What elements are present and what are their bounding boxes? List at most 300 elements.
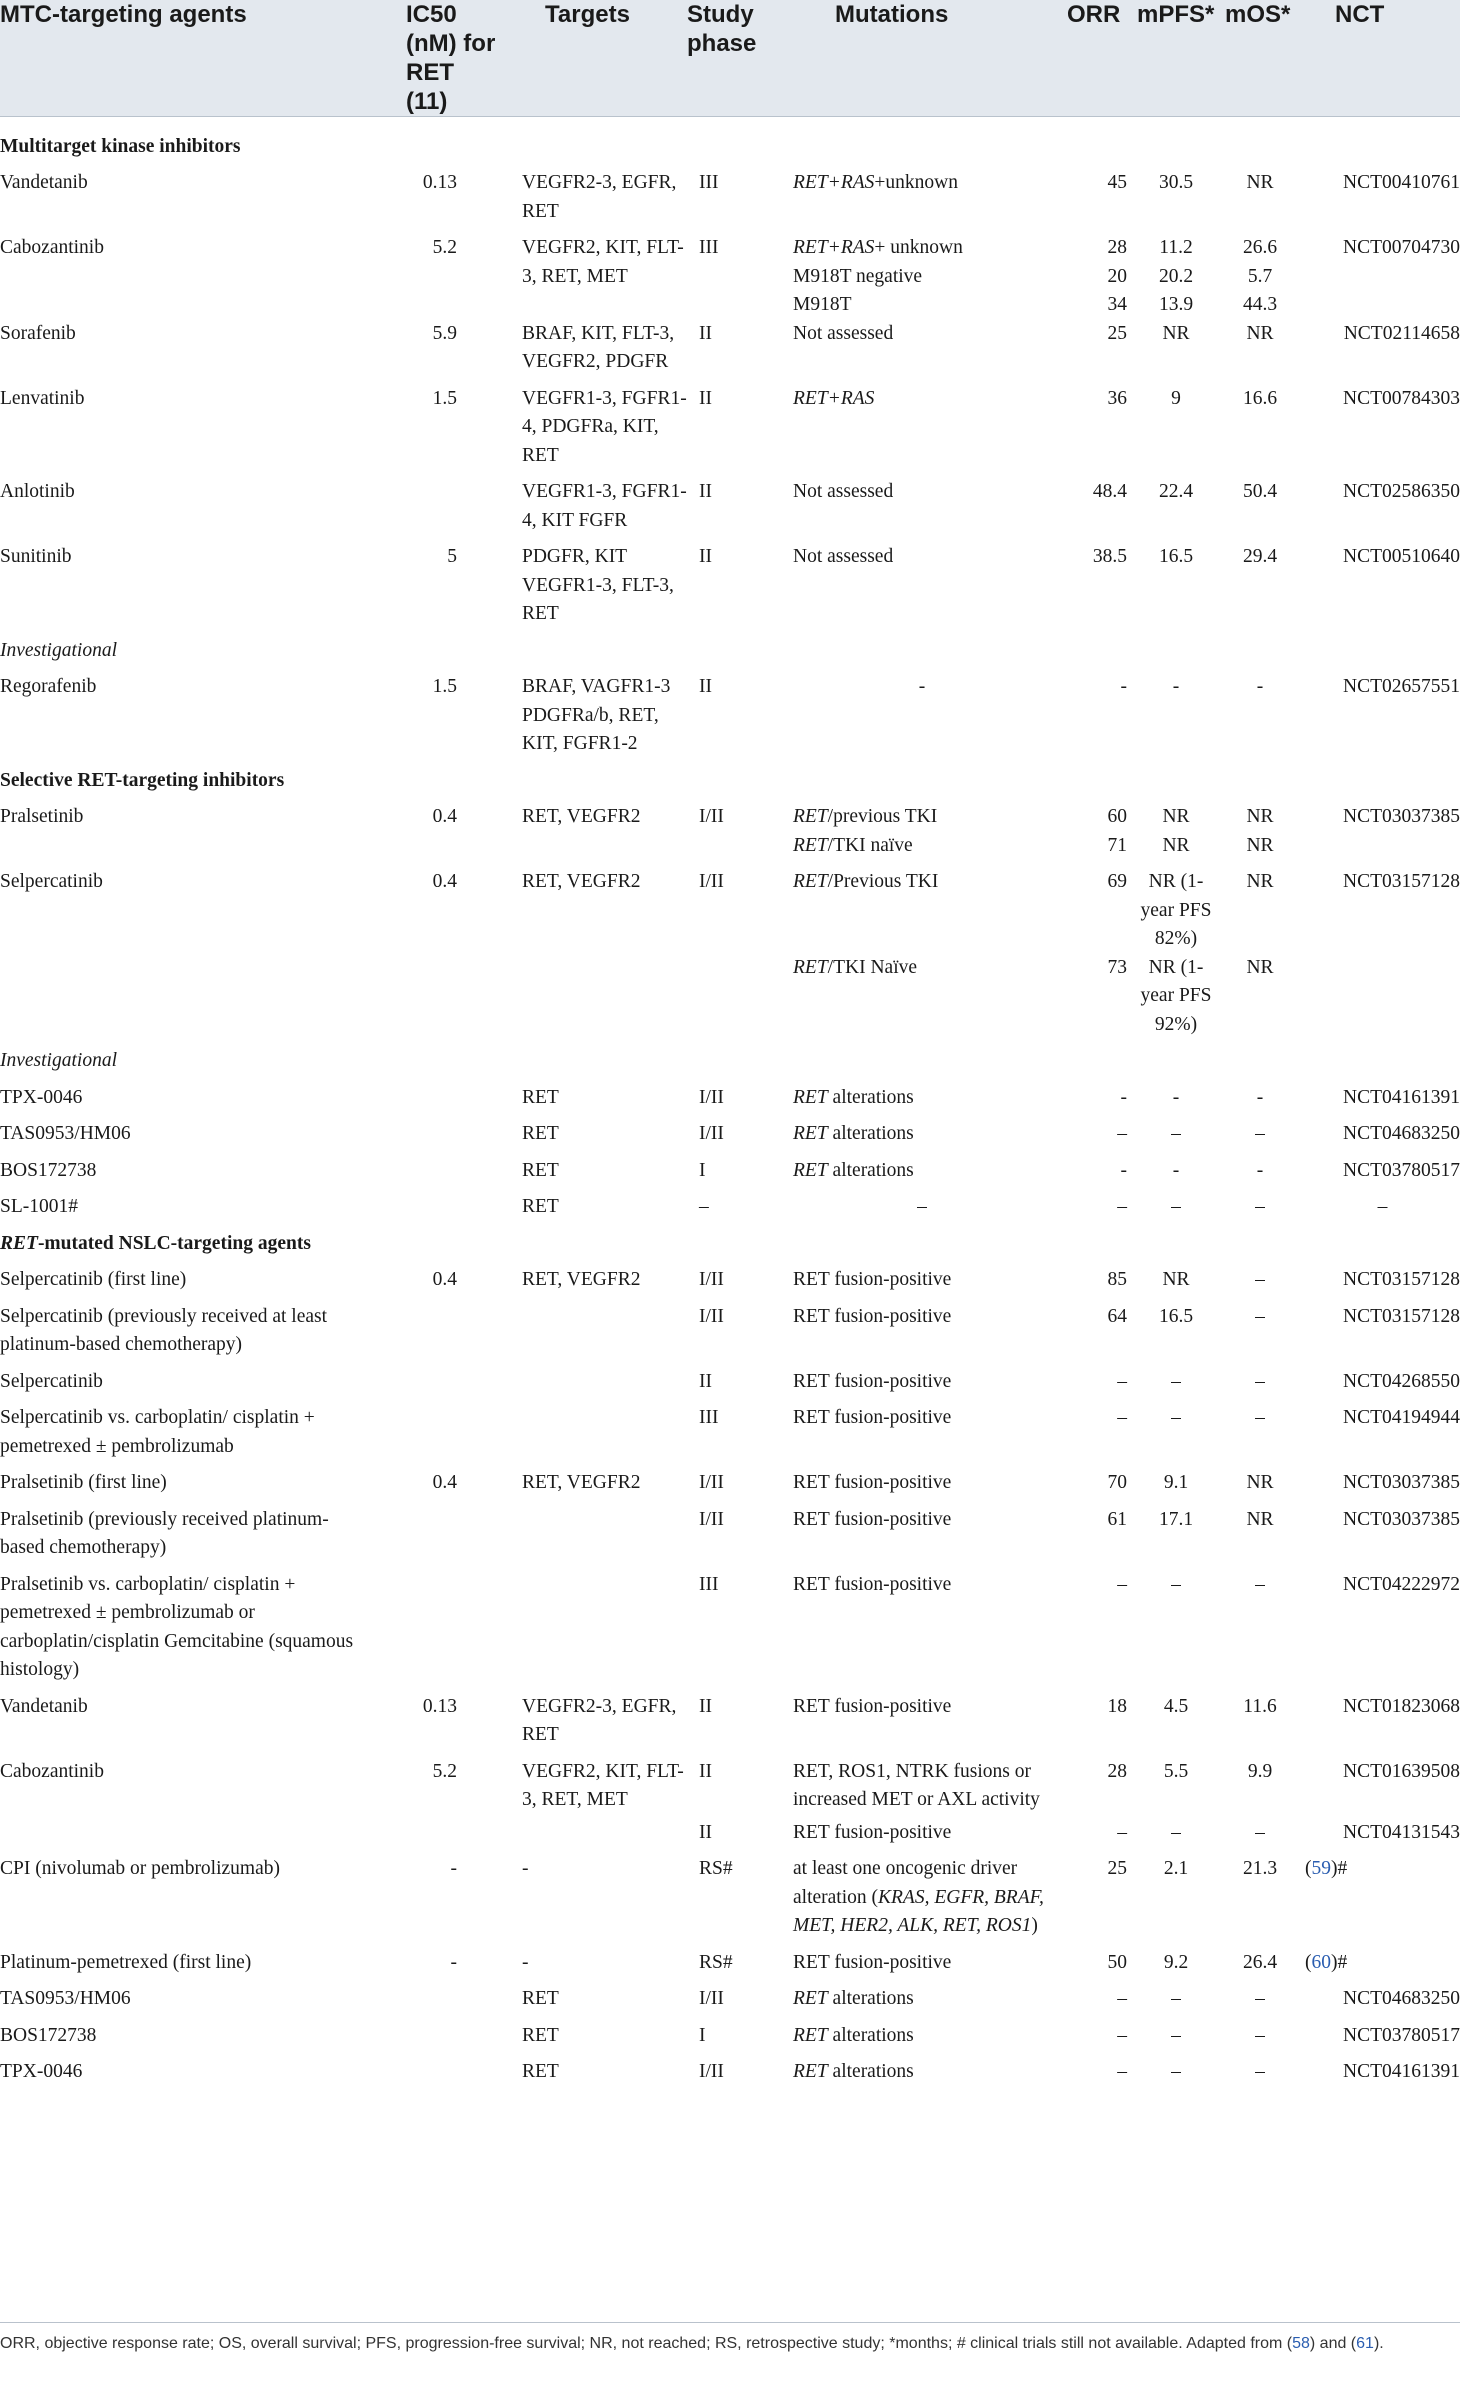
table-row — [0, 385, 1460, 479]
ic50-cell: 0.4 — [432, 871, 457, 892]
agent-cell: Regorafenib — [0, 676, 97, 697]
phase-cell: I/II — [699, 1472, 724, 1493]
table-row — [0, 478, 1460, 543]
agent-cell: Anlotinib — [0, 481, 75, 502]
mos-cell: – — [1255, 2061, 1265, 2082]
phase-cell: II — [699, 1821, 712, 1843]
mos-cell: 21.3 — [1242, 1858, 1278, 1879]
mos-cell: 29.4 — [1242, 546, 1278, 567]
ic50-cell: - — [450, 1858, 457, 1879]
table-row — [0, 169, 1460, 234]
table-row — [0, 1084, 1460, 1121]
section-multitarget: Multitarget kinase inhibitors — [0, 135, 241, 157]
table-row — [0, 1693, 1460, 1758]
agent-cell: Pralsetinib (first line) — [0, 1472, 167, 1493]
mos-cell: NR — [1246, 1472, 1274, 1493]
table-row — [0, 1506, 1460, 1571]
mpfs-cell: – — [1171, 2061, 1181, 2082]
table-row — [0, 1949, 1460, 1986]
nct-cell: NCT00410761 — [1343, 172, 1460, 193]
ic50-cell — [380, 1368, 507, 1405]
orr-cell: 18 — [1107, 1695, 1127, 1717]
mos-cell: NR — [1246, 322, 1274, 344]
phase-cell: II — [699, 481, 712, 502]
mpfs-cell: 13.9 — [1158, 294, 1194, 315]
orr-cell: 20 — [1107, 265, 1127, 287]
orr-cell: 64 — [1107, 1305, 1127, 1327]
mpfs-cell: NR — [1162, 322, 1190, 344]
phase-cell: II — [699, 387, 712, 409]
targets-cell: VEGFR2, KIT, FLT-3, RET, MET — [522, 1760, 684, 1810]
orr-cell: 73 — [1107, 956, 1127, 978]
ic50-cell: 5 — [447, 546, 457, 567]
mutation-cell: RET fusion-positive — [793, 1370, 952, 1392]
targets-cell: VEGFR1-3, FGFR1-4, KIT FGFR — [522, 481, 687, 531]
mutation-cell: RET fusion-positive — [793, 1573, 952, 1595]
nct-cell: NCT01639508 — [1343, 1760, 1460, 1782]
mutation-cell: RET alterations — [793, 2061, 914, 2082]
mpfs-cell: 22.4 — [1158, 481, 1194, 502]
nct-cell: NCT03780517 — [1343, 1159, 1460, 1181]
table-row — [0, 1368, 1460, 1405]
nct-cell: NCT00784303 — [1343, 387, 1460, 409]
mos-cell: NR — [1246, 1508, 1274, 1530]
table-row — [0, 868, 1460, 954]
targets-cell: RET — [522, 2024, 559, 2046]
targets-cell: RET, VEGFR2 — [522, 871, 641, 892]
mpfs-cell: – — [1171, 2024, 1181, 2046]
orr-cell: 48.4 — [1092, 481, 1127, 502]
ic50-cell — [380, 1193, 507, 1230]
nct-cell: (59)# — [1305, 1858, 1348, 1879]
mos-cell: – — [1255, 1196, 1265, 1217]
orr-cell: – — [1117, 1123, 1127, 1144]
mos-cell: – — [1255, 1370, 1265, 1392]
mos-cell: – — [1255, 1269, 1265, 1290]
mpfs-cell: 30.5 — [1158, 172, 1194, 193]
mos-cell: – — [1255, 1821, 1265, 1843]
phase-cell: III — [699, 237, 719, 258]
nct-cell: NCT04194944 — [1343, 1407, 1460, 1428]
targets-cell: RET, VEGFR2 — [522, 1269, 641, 1290]
phase-cell: I — [699, 1159, 706, 1181]
table-row — [0, 543, 1460, 637]
phase-cell: II — [699, 1760, 712, 1782]
section-selective: Selective RET-targeting inhibitors — [0, 769, 285, 791]
orr-cell: – — [1117, 1196, 1127, 1217]
orr-cell: - — [1120, 1086, 1127, 1108]
mutation-cell: RET fusion-positive — [793, 1821, 952, 1843]
orr-cell: – — [1117, 1407, 1127, 1428]
targets-cell: RET — [522, 1086, 559, 1108]
orr-cell: – — [1117, 2024, 1127, 2046]
mos-cell: NR — [1246, 871, 1274, 892]
orr-cell: – — [1117, 2061, 1127, 2082]
table-row — [0, 1469, 1460, 1506]
orr-cell: 60 — [1107, 806, 1127, 827]
header-ic50: IC50 (nM) for RET (11) — [380, 0, 507, 117]
mpfs-cell: - — [1172, 1159, 1180, 1181]
nct-cell: NCT04222972 — [1343, 1573, 1460, 1595]
table-row — [0, 1303, 1460, 1368]
phase-cell: I/II — [699, 2061, 724, 2082]
agent-cell: BOS172738 — [0, 2024, 97, 2046]
mutation-cell: Not assessed — [793, 481, 894, 502]
mpfs-cell: NR — [1162, 834, 1190, 856]
mpfs-cell: NR — [1162, 1269, 1190, 1290]
ic50-cell: 0.4 — [432, 1269, 457, 1290]
orr-cell: 34 — [1107, 294, 1127, 315]
ic50-cell: 5.2 — [432, 237, 457, 258]
orr-cell: 50 — [1107, 1951, 1127, 1973]
header-phase: Study phase — [687, 0, 777, 117]
mutation-cell: RET/TKI naïve — [793, 834, 913, 856]
table-row — [0, 2058, 1460, 2095]
mos-cell: – — [1255, 1573, 1265, 1595]
mutation-cell: M918T — [793, 294, 852, 315]
nct-cell: NCT04268550 — [1343, 1370, 1460, 1392]
mos-cell: – — [1255, 1407, 1265, 1428]
agent-cell: TPX-0046 — [0, 2061, 83, 2082]
mutation-cell: RET alterations — [793, 1159, 914, 1181]
mutation-cell: RET alterations — [793, 2024, 914, 2046]
ic50-cell: 0.4 — [432, 806, 457, 827]
phase-cell: I/II — [699, 1305, 724, 1327]
targets-cell: BRAF, VAGFR1-3 PDGFRa/b, RET, KIT, FGFR1-2 — [522, 676, 671, 754]
nct-cell: NCT02586350 — [1343, 481, 1460, 502]
section-investigational: Investigational — [0, 639, 117, 661]
mutation-cell: – — [917, 1196, 927, 1217]
ic50-cell — [380, 1084, 507, 1121]
table-row — [0, 1855, 1460, 1949]
table-row — [0, 673, 1460, 767]
targets-cell: RET — [522, 1159, 559, 1181]
mutation-cell: RET+RAS+unknown — [793, 172, 958, 193]
nct-cell: NCT00510640 — [1343, 546, 1460, 567]
ic50-cell — [380, 1120, 507, 1157]
mpfs-cell: 16.5 — [1158, 546, 1194, 567]
nct-cell: NCT00704730 — [1343, 237, 1460, 258]
ic50-cell — [380, 1157, 507, 1194]
mutation-cell: RET/TKI Naïve — [793, 956, 918, 978]
phase-cell: II — [699, 1370, 712, 1392]
header-mpfs: mPFS* — [1137, 0, 1215, 117]
phase-cell: II — [699, 322, 712, 344]
mos-cell: – — [1255, 1988, 1265, 2009]
mutation-cell: RET fusion-positive — [793, 1695, 952, 1717]
orr-cell: – — [1117, 1821, 1127, 1843]
mos-cell: 9.9 — [1247, 1760, 1273, 1782]
targets-cell: RET — [522, 1988, 559, 2009]
nct-cell: NCT04683250 — [1343, 1988, 1460, 2009]
mos-cell: 11.6 — [1243, 1695, 1277, 1717]
mpfs-cell: 9.1 — [1163, 1472, 1189, 1493]
nct-cell: (60)# — [1305, 1951, 1348, 1973]
phase-cell: RS# — [699, 1951, 733, 1973]
agent-cell: TAS0953/HM06 — [0, 1988, 131, 2009]
phase-cell: RS# — [699, 1858, 733, 1879]
mpfs-cell: 9.2 — [1163, 1951, 1189, 1973]
mpfs-cell: 5.5 — [1163, 1760, 1189, 1782]
mos-cell: – — [1255, 1305, 1265, 1327]
reference-link[interactable]: 59 — [1311, 1858, 1331, 1879]
mutation-cell: Not assessed — [793, 322, 894, 344]
mos-cell: 5.7 — [1247, 265, 1273, 287]
targets-cell: RET — [522, 2061, 559, 2082]
orr-cell: – — [1117, 1573, 1127, 1595]
orr-cell: - — [1120, 676, 1127, 697]
orr-cell: – — [1117, 1988, 1127, 2009]
mpfs-cell: NR — [1162, 806, 1190, 827]
table-row — [0, 234, 1460, 263]
agent-cell: Selpercatinib (first line) — [0, 1269, 187, 1290]
nct-cell: NCT02114658 — [1343, 322, 1460, 344]
mos-cell: 16.6 — [1242, 387, 1278, 409]
nct-cell: NCT03157128 — [1343, 1269, 1460, 1290]
agent-cell: Pralsetinib (previously received platinum-based chemotherapy) — [0, 1508, 329, 1558]
phase-cell: II — [699, 1695, 712, 1717]
orr-cell: - — [1120, 1159, 1127, 1181]
mutation-cell: RET alterations — [793, 1123, 914, 1144]
orr-cell: 69 — [1107, 871, 1127, 892]
mpfs-cell: - — [1172, 676, 1180, 697]
agent-cell: Selpercatinib — [0, 1370, 103, 1392]
nct-cell: NCT04161391 — [1343, 2061, 1460, 2082]
ic50-cell: 1.5 — [432, 387, 457, 409]
phase-cell: III — [699, 172, 719, 193]
ic50-cell — [380, 2058, 507, 2095]
mos-cell: 26.4 — [1242, 1951, 1278, 1973]
phase-cell: II — [699, 676, 712, 697]
phase-cell: I/II — [699, 1508, 724, 1530]
phase-cell: III — [699, 1407, 719, 1428]
mos-cell: 44.3 — [1242, 294, 1278, 315]
mpfs-cell: 2.1 — [1163, 1858, 1189, 1879]
section-investigational: Investigational — [0, 1050, 117, 1071]
nct-cell: NCT02657551 — [1343, 676, 1460, 697]
mpfs-cell: – — [1171, 1196, 1181, 1217]
agent-cell: Sorafenib — [0, 322, 76, 344]
table-row — [0, 1985, 1460, 2022]
mos-cell: 50.4 — [1242, 481, 1278, 502]
mpfs-cell: NR (1-year PFS 82%) — [1140, 871, 1212, 949]
header-mos: mOS* — [1215, 0, 1305, 117]
mutation-cell: RET+RAS+ unknown — [793, 237, 963, 258]
nct-cell: NCT04161391 — [1343, 1086, 1460, 1108]
ic50-cell: 0.13 — [422, 1695, 457, 1717]
mos-cell: 26.6 — [1242, 237, 1278, 258]
ic50-cell — [380, 478, 507, 543]
phase-cell: II — [699, 546, 712, 567]
targets-cell: RET — [522, 1123, 559, 1144]
mpfs-cell: 11.2 — [1159, 237, 1193, 258]
reference-link[interactable]: 61 — [1356, 2335, 1374, 2352]
nct-cell: NCT03157128 — [1343, 1305, 1460, 1327]
ic50-cell — [380, 1985, 507, 2022]
phase-cell: I/II — [699, 1086, 724, 1108]
header-mutations: Mutations — [777, 0, 1067, 117]
phase-cell: – — [699, 1196, 709, 1217]
phase-cell: I/II — [699, 1269, 724, 1290]
phase-cell: I/II — [699, 1988, 724, 2009]
orr-cell: 28 — [1107, 237, 1127, 258]
orr-cell: 36 — [1107, 387, 1127, 409]
ic50-cell: - — [450, 1951, 457, 1973]
nct-cell: NCT03780517 — [1343, 2024, 1460, 2046]
phase-cell: I — [699, 2024, 706, 2046]
targets-cell — [507, 1368, 687, 1405]
mutation-cell: RET fusion-positive — [793, 1269, 952, 1290]
targets-cell: VEGFR2, KIT, FLT-3, RET, MET — [522, 237, 684, 287]
section-nsclc: RET-mutated NSLC-targeting agents — [0, 1232, 311, 1254]
agent-cell: Cabozantinib — [0, 237, 104, 258]
table-row — [0, 1193, 1460, 1230]
nct-cell: NCT01823068 — [1343, 1695, 1460, 1717]
table-row — [0, 1404, 1460, 1469]
table-row — [0, 1266, 1460, 1303]
phase-cell: I/II — [699, 871, 724, 892]
targets-cell: RET — [522, 1196, 559, 1217]
orr-cell: 38.5 — [1092, 546, 1127, 567]
orr-cell: 28 — [1107, 1760, 1127, 1782]
agent-cell: SL-1001# — [0, 1196, 78, 1217]
mpfs-cell: NR (1-year PFS 92%) — [1140, 956, 1212, 1035]
mutation-cell: RET alterations — [793, 1988, 914, 2009]
orr-cell: 85 — [1107, 1269, 1127, 1290]
mutation-cell: RET/previous TKI — [793, 806, 938, 827]
header-nct: NCT — [1305, 0, 1460, 117]
targets-cell: RET, VEGFR2 — [522, 806, 641, 827]
mutation-cell: at least one oncogenic driver alteration (KRAS, EGFR, BRAF, MET, HER2, ALK, RET, ROS1) — [793, 1858, 1044, 1936]
targets-cell: VEGFR2-3, EGFR, RET — [522, 172, 677, 222]
mos-cell: NR — [1246, 806, 1274, 827]
mos-cell: - — [1256, 676, 1264, 697]
mutation-cell: RET/Previous TKI — [793, 871, 939, 892]
mos-cell: - — [1256, 1159, 1264, 1181]
reference-link[interactable]: 58 — [1292, 2335, 1310, 2352]
nct-cell: NCT04131543 — [1343, 1821, 1460, 1843]
table-row — [0, 1758, 1460, 1819]
targets-cell: VEGFR2-3, EGFR, RET — [522, 1695, 677, 1745]
agent-cell: Selpercatinib vs. carboplatin/ cisplatin + pemetrexed ± pembrolizumab — [0, 1407, 315, 1457]
mpfs-cell: - — [1172, 1086, 1180, 1108]
targets-cell: BRAF, KIT, FLT-3, VEGFR2, PDGFR — [522, 322, 675, 372]
mpfs-cell: – — [1171, 1821, 1181, 1843]
nct-cell: – — [1377, 1196, 1388, 1217]
nct-cell: NCT03157128 — [1343, 871, 1460, 892]
mutation-cell: M918T negative — [793, 265, 923, 287]
mpfs-cell: 17.1 — [1158, 1508, 1194, 1530]
mpfs-cell: 9 — [1171, 387, 1181, 409]
mpfs-cell: 16.5 — [1158, 1305, 1194, 1327]
phase-cell: III — [699, 1573, 719, 1595]
agent-cell: Selpercatinib (previously received at least platinum-based chemotherapy) — [0, 1305, 328, 1355]
targets-cell: VEGFR1-3, FGFR1-4, PDGFRa, KIT, RET — [522, 387, 687, 466]
mutation-cell: Not assessed — [793, 546, 894, 567]
mos-cell: – — [1255, 1123, 1265, 1144]
phase-cell: I/II — [699, 806, 724, 827]
ic50-cell: 5.2 — [432, 1760, 457, 1782]
orr-cell: 25 — [1107, 322, 1127, 344]
table-row — [0, 320, 1460, 385]
header-row — [0, 0, 1460, 117]
agent-cell: Lenvatinib — [0, 387, 85, 409]
agent-cell: TPX-0046 — [0, 1086, 83, 1108]
mos-cell: NR — [1246, 956, 1274, 978]
nct-cell: NCT04683250 — [1343, 1123, 1460, 1144]
table-row — [0, 2022, 1460, 2059]
mutation-cell: RET fusion-positive — [793, 1305, 952, 1327]
table-row — [0, 1157, 1460, 1194]
agent-cell: Selpercatinib — [0, 871, 103, 892]
nct-cell: NCT03037385 — [1343, 1472, 1460, 1493]
mutation-cell: RET fusion-positive — [793, 1472, 952, 1493]
orr-cell: – — [1117, 1370, 1127, 1392]
table-footnote: ORR, objective response rate; OS, overall survival; PFS, progression-free survival; NR, not reached; RS, retrospective study; *months; # clinical trials still not available. Adapted from (58) and (61). — [0, 2322, 1460, 2355]
agent-cell: Vandetanib — [0, 172, 88, 193]
orr-cell: 25 — [1107, 1858, 1127, 1879]
agent-cell: Pralsetinib — [0, 806, 84, 827]
mos-cell: - — [1256, 1086, 1264, 1108]
mutation-cell: RET alterations — [793, 1086, 914, 1108]
agent-cell: Platinum-pemetrexed (first line) — [0, 1951, 252, 1973]
targets-cell: - — [522, 1858, 529, 1879]
ic50-cell: 1.5 — [432, 676, 457, 697]
nct-cell: NCT03037385 — [1343, 1508, 1460, 1530]
mutation-cell: - — [918, 676, 926, 697]
agent-cell: Cabozantinib — [0, 1760, 104, 1782]
mos-cell: – — [1255, 2024, 1265, 2046]
mutation-cell: RET, ROS1, NTRK fusions or increased MET or AXL activity — [793, 1760, 1040, 1810]
agent-cell: CPI (nivolumab or pembrolizumab) — [0, 1858, 280, 1879]
agent-cell: Vandetanib — [0, 1695, 88, 1717]
table-row — [0, 1120, 1460, 1157]
reference-link[interactable]: 60 — [1311, 1951, 1331, 1973]
orr-cell: 45 — [1107, 172, 1127, 193]
mpfs-cell: – — [1171, 1573, 1181, 1595]
mutation-cell: RET fusion-positive — [793, 1407, 952, 1428]
orr-cell: 70 — [1107, 1472, 1127, 1493]
targets-cell: RET, VEGFR2 — [522, 1472, 641, 1493]
mutation-cell: RET+RAS — [793, 387, 875, 409]
mos-cell: NR — [1246, 834, 1274, 856]
mutation-cell: RET fusion-positive — [793, 1508, 952, 1530]
phase-cell: I/II — [699, 1123, 724, 1144]
mpfs-cell: – — [1171, 1407, 1181, 1428]
nct-cell: NCT03037385 — [1343, 806, 1460, 827]
agent-cell: TAS0953/HM06 — [0, 1123, 131, 1144]
ic50-cell: 5.9 — [432, 322, 457, 344]
mutation-cell: RET fusion-positive — [793, 1951, 952, 1973]
header-agent: MTC-targeting agents — [0, 0, 380, 117]
orr-cell: 71 — [1107, 834, 1127, 856]
mpfs-cell: 4.5 — [1163, 1695, 1189, 1717]
mpfs-cell: – — [1171, 1988, 1181, 2009]
header-orr: ORR — [1067, 0, 1137, 117]
agent-cell: Pralsetinib vs. carboplatin/ cisplatin + pemetrexed ± pembrolizumab or carboplatin/cisplatin Gemcitabine (squamous histology) — [0, 1573, 354, 1680]
mos-cell: NR — [1246, 172, 1274, 193]
header-targets: Targets — [507, 0, 687, 117]
table-row — [0, 1571, 1460, 1693]
mpfs-cell: – — [1171, 1123, 1181, 1144]
orr-cell: 61 — [1107, 1508, 1127, 1530]
ic50-cell: 0.13 — [422, 172, 457, 193]
mpfs-cell: 20.2 — [1158, 265, 1194, 287]
targets-cell: PDGFR, KIT VEGFR1-3, FLT-3, RET — [522, 546, 674, 624]
ic50-cell: 0.4 — [432, 1472, 457, 1493]
agent-cell: BOS172738 — [0, 1159, 97, 1181]
table-row — [0, 803, 1460, 832]
